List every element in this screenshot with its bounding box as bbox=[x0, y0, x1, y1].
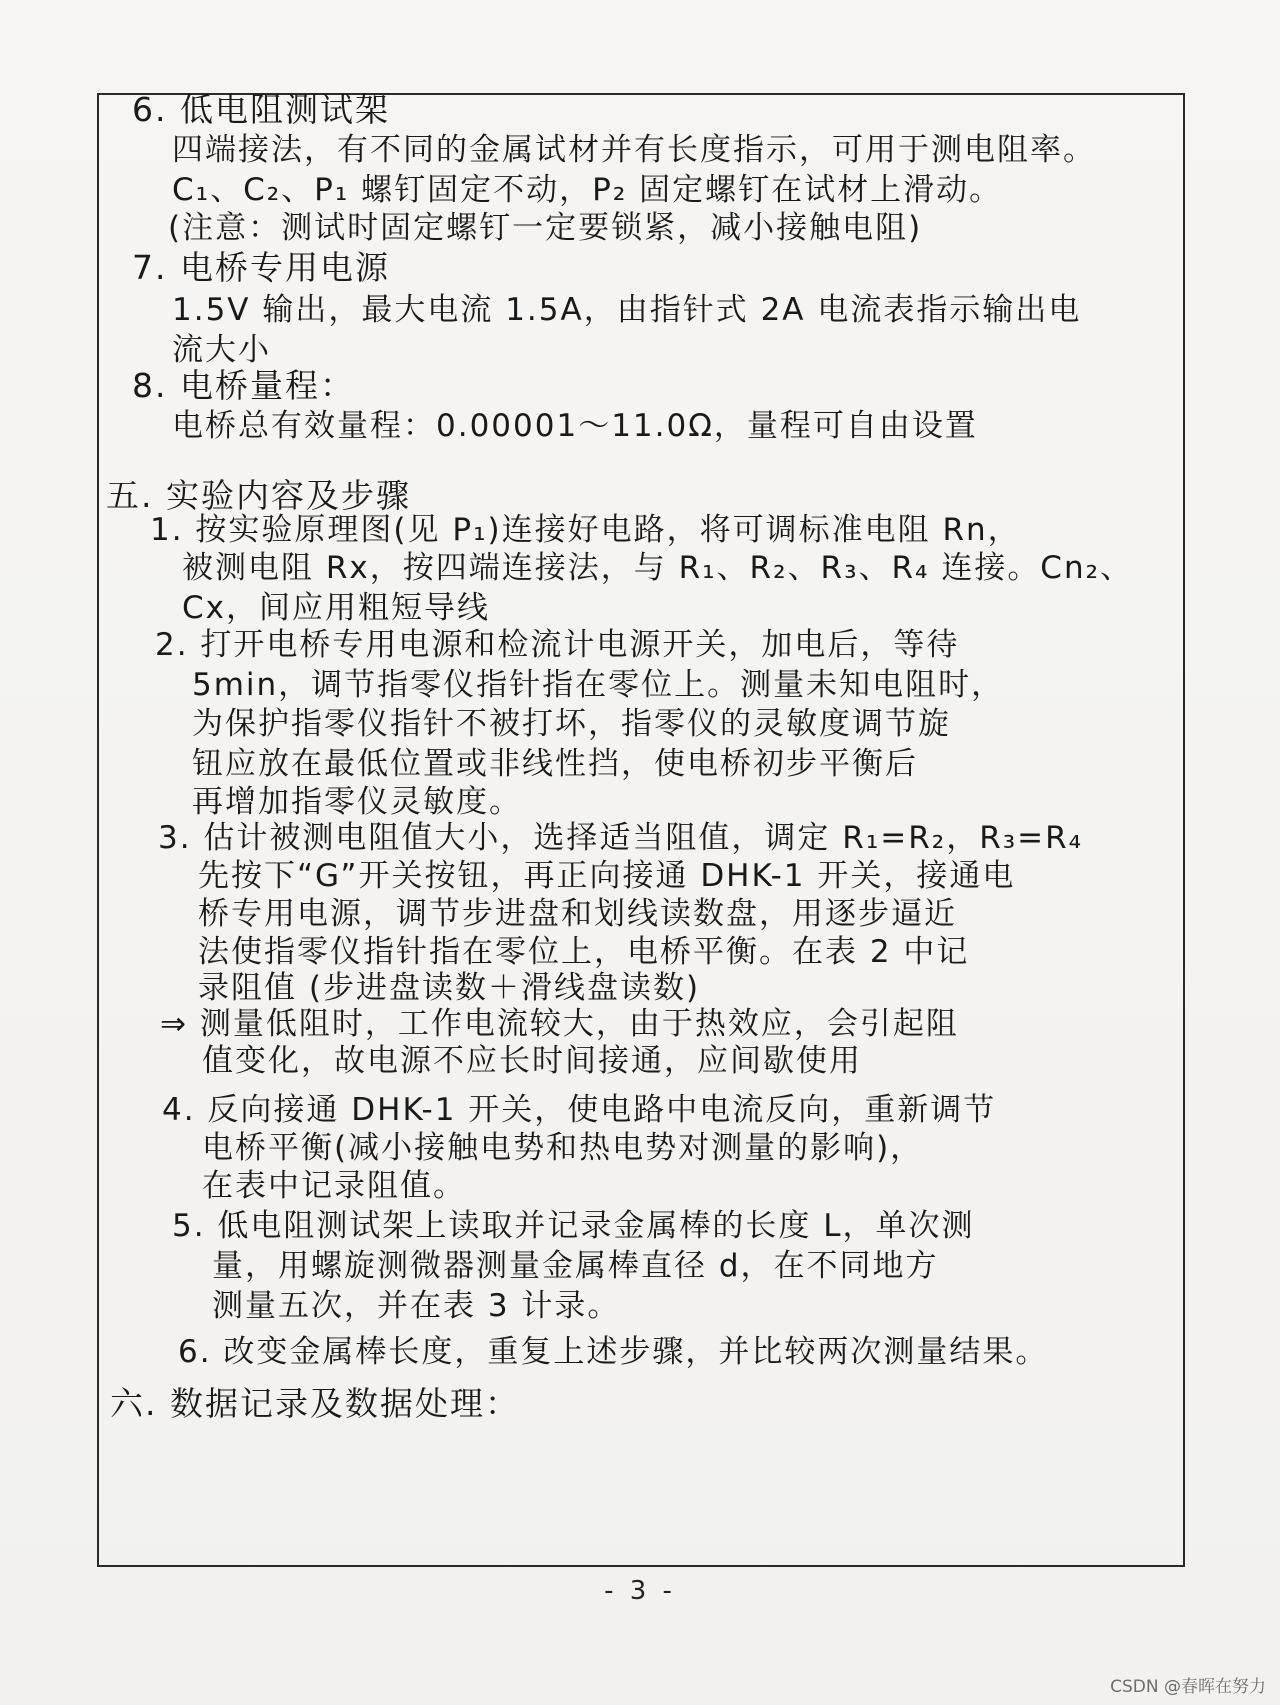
step-3-line-3: 桥专用电源，调节步进盘和划线读数盘，用逐步逼近 bbox=[198, 896, 957, 932]
step-1-line-1: 1. 按实验原理图(见 P₁)连接好电路，将可调标准电阻 Rn， bbox=[150, 512, 1021, 548]
item-6-note: (注意：测试时固定螺钉一定要锁紧，减小接触电阻) bbox=[168, 210, 923, 246]
page-number: - 3 - bbox=[604, 1576, 676, 1606]
step-2-line-3: 为保护指零仪指针不被打坏，指零仪的灵敏度调节旋 bbox=[192, 706, 951, 742]
note-low-resistance-line-2: 值变化，故电源不应长时间接通，应间歇使用 bbox=[202, 1043, 862, 1079]
step-2-line-2: 5min，调节指零仪指针指在零位上。测量未知电阻时， bbox=[192, 667, 1005, 703]
step-5-line-2: 量，用螺旋测微器测量金属棒直径 d，在不同地方 bbox=[212, 1248, 939, 1284]
step-6-line-1: 6. 改变金属棒长度，重复上述步骤，并比较两次测量结果。 bbox=[178, 1334, 1049, 1370]
step-4-line-3: 在表中记录阻值。 bbox=[202, 1168, 466, 1204]
step-2-line-1: 2. 打开电桥专用电源和检流计电源开关，加电后，等待 bbox=[155, 627, 960, 663]
step-4-line-1: 4. 反向接通 DHK-1 开关，使电路中电流反向，重新调节 bbox=[162, 1092, 997, 1128]
item-6-text-line-2: C₁、C₂、P₁ 螺钉固定不动，P₂ 固定螺钉在试材上滑动。 bbox=[172, 172, 1003, 208]
item-7-text-line-2: 流大小 bbox=[172, 332, 271, 368]
step-5-line-1: 5. 低电阻测试架上读取并记录金属棒的长度 L，单次测 bbox=[172, 1208, 975, 1244]
step-4-line-2: 电桥平衡(减小接触电势和热电势对测量的影响)， bbox=[202, 1130, 924, 1166]
step-3-line-4: 法使指零仪指针指在零位上，电桥平衡。在表 2 中记 bbox=[198, 934, 970, 970]
item-6-text-line-1: 四端接法，有不同的金属试材并有长度指示，可用于测电阻率。 bbox=[172, 132, 1096, 168]
step-2-line-4: 钮应放在最低位置或非线性挡，使电桥初步平衡后 bbox=[192, 746, 918, 782]
step-1-line-3: Cx，间应用粗短导线 bbox=[182, 590, 490, 626]
watermark: CSDN @春晖在努力 bbox=[1110, 1677, 1266, 1697]
step-2-line-5: 再增加指零仪灵敏度。 bbox=[192, 784, 522, 820]
step-1-line-2: 被测电阻 Rx，按四端连接法，与 R₁、R₂、R₃、R₄ 连接。Cn₂、 bbox=[182, 550, 1134, 586]
section-6-heading: 六. 数据记录及数据处理： bbox=[110, 1384, 520, 1423]
step-5-line-3: 测量五次，并在表 3 计录。 bbox=[212, 1288, 621, 1324]
item-6-heading: 6. 低电阻测试架 bbox=[132, 90, 390, 129]
item-8-text: 电桥总有效量程：0.00001～11.0Ω，量程可自由设置 bbox=[172, 408, 978, 444]
step-3-line-2: 先按下“G”开关按钮，再正向接通 DHK-1 开关，接通电 bbox=[198, 858, 1016, 894]
step-3-line-1: 3. 估计被测电阻值大小，选择适当阻值，调定 R₁=R₂，R₃=R₄ bbox=[158, 820, 1084, 856]
note-low-resistance-line-1: ⇒ 测量低阻时，工作电流较大，由于热效应，会引起阻 bbox=[160, 1006, 959, 1042]
item-7-heading: 7. 电桥专用电源 bbox=[132, 248, 390, 287]
step-3-line-5: 录阻值 (步进盘读数＋滑线盘读数) bbox=[198, 970, 701, 1006]
item-7-text-line-1: 1.5V 输出，最大电流 1.5A，由指针式 2A 电流表指示输出电 bbox=[172, 292, 1082, 328]
item-8-heading: 8. 电桥量程： bbox=[132, 366, 355, 405]
section-5-heading: 五. 实验内容及步骤 bbox=[106, 476, 411, 515]
